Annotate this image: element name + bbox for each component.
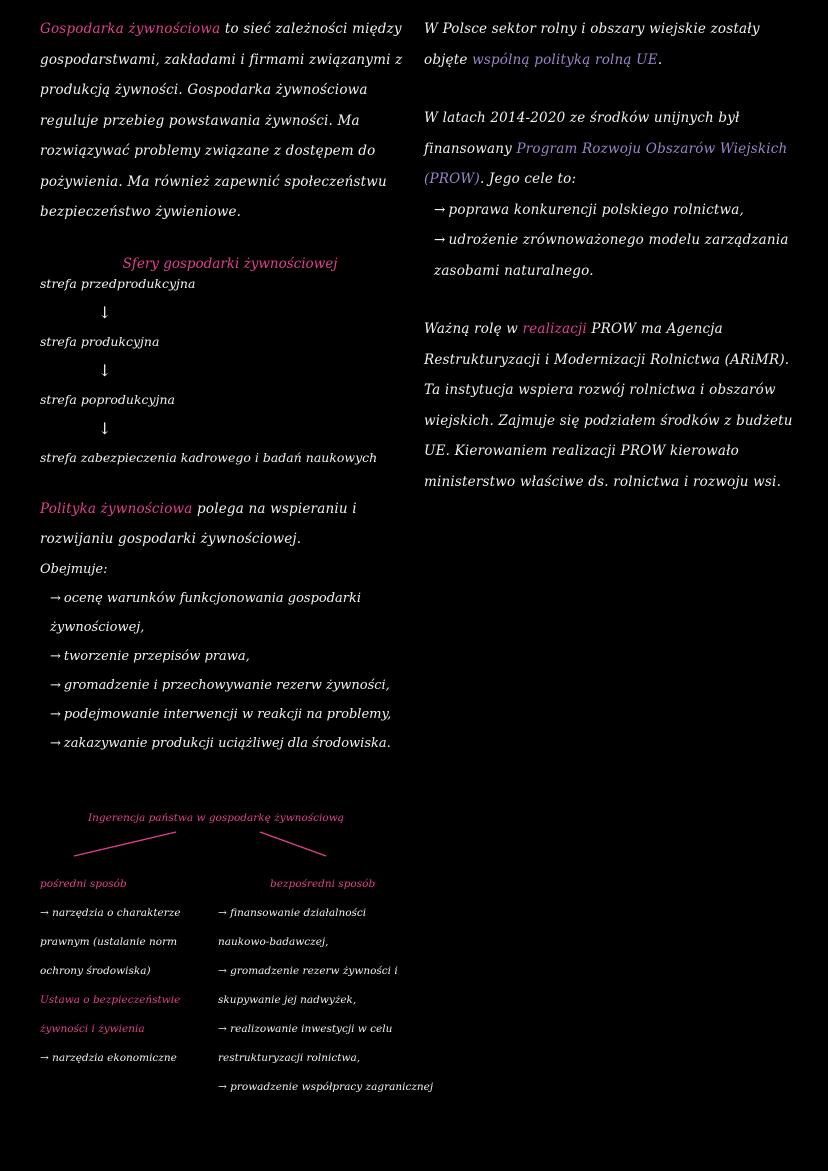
direct-line: restrukturyzacji rolnictwa, <box>218 1052 361 1064</box>
list-item: → gromadzenie i przechowywanie rezerw żywności, <box>50 677 390 693</box>
list-item: → udrożenie zrównoważonego modelu zarządzania zasobami naturalnego. <box>434 232 789 279</box>
down-arrow-icon: ↓ <box>98 302 112 322</box>
list-item: → poprawa konkurencji polskiego rolnictwa, <box>434 201 745 218</box>
arrow-right-icon: → <box>50 677 61 693</box>
list-item: → podejmowanie interwencji w reakcji na problemy, <box>50 706 392 722</box>
direct-method <box>218 870 458 1102</box>
list-item: → zakazywanie produkcji uciążliwej dla środowiska. <box>50 735 391 751</box>
cap-term: wspólną polityką rolną UE <box>472 51 658 68</box>
arrow-right-icon: → <box>50 590 61 606</box>
direct-line: naukowo-badawczej, <box>218 936 329 948</box>
list-item: → ocenę warunków funkcjonowania gospodarki żywnościowej, <box>50 590 362 635</box>
indirect-line: → narzędzia o charakterze <box>40 907 181 919</box>
intro-paragraph <box>40 14 420 228</box>
branch-line-right <box>260 832 326 856</box>
arimr-term: realizacji <box>522 321 587 337</box>
down-arrow-icon: ↓ <box>98 360 112 380</box>
direct-line: → prowadzenie współpracy zagranicznej <box>218 1081 434 1093</box>
indirect-line: ochrony środowiska) <box>40 965 151 977</box>
cap-paragraph: W Polsce sektor rolny i obszary wiejskie zostały objęte wspólną polityką rolną UE. <box>424 21 760 68</box>
arrow-right-icon: → <box>50 648 61 664</box>
sphere-item: strefa poprodukcyjna <box>40 391 175 407</box>
policy-includes-label: Obejmuje: <box>40 561 108 577</box>
arimr-paragraph: Ważną rolę w realizacji PROW ma Agencja Restrukturyzacji i Modernizacji Rolnictwa (ARiMR). Ta instytucja wspiera rozwój rolnictwa i obszarów wiejskich. Zajmuje się podziałem środków z budżetu UE. Kierowaniem realizacji PROW kierowało ministerstwo właściwe ds. rolnictwa i rozwoju wsi. <box>424 321 793 490</box>
sphere-item: strefa zabezpieczenia kadrowego i badań naukowych <box>40 449 378 465</box>
indirect-line: Ustawa o bezpieczeństwie <box>40 994 181 1006</box>
right-column <box>424 14 804 497</box>
indirect-line: żywności i żywienia <box>40 1023 145 1035</box>
direct-line: → realizowanie inwestycji w celu <box>218 1023 393 1035</box>
direct-title: bezpośredni sposób <box>270 878 376 890</box>
policy-list <box>40 584 420 758</box>
intro-text: to sieć zależności między gospodarstwami, zakładami i firmami związanymi z produkcją żywności. Gospodarka żywnościowa reguluje przebieg powstawania żywności. Ma rozwiązywać problemy związane z dostępem do pożywienia. Ma również zapewnić społeczeństwu bezpieczeństwo żywieniowe. <box>40 21 403 220</box>
prow-paragraph: W latach 2014-2020 ze środków unijnych był finansowany Program Rozwoju Obszarów Wiejskich (PROW). Jego cele to: <box>424 110 788 187</box>
indirect-title: pośredni sposób <box>40 878 127 890</box>
policy-paragraph <box>40 494 420 555</box>
spheres-heading: Sfery gospodarki żywnościowej <box>122 255 338 272</box>
indirect-line: prawnym (ustalanie norm <box>40 936 178 948</box>
arrow-right-icon: → <box>434 201 446 218</box>
left-column <box>40 14 420 758</box>
intro-term: Gospodarka żywnościowa <box>40 21 221 37</box>
indirect-line: → narzędzia ekonomiczne <box>40 1052 177 1064</box>
direct-line: → finansowanie działalności <box>218 907 367 919</box>
arrow-right-icon: → <box>434 232 446 248</box>
branch-lines <box>60 820 350 864</box>
list-item: → tworzenie przepisów prawa, <box>50 648 250 664</box>
policy-text: polega na wspieraniu i rozwijaniu gospodarki żywnościowej. <box>40 500 357 547</box>
branch-line-left <box>74 832 176 856</box>
prow-term: Program Rozwoju Obszarów Wiejskich (PROW) <box>424 140 788 187</box>
intervention-title: Ingerencja państwa w gospodarkę żywnościową <box>88 812 344 824</box>
arrow-right-icon: → <box>50 735 61 751</box>
direct-line: skupywanie jej nadwyżek, <box>218 994 357 1006</box>
policy-term: Polityka żywnościowa <box>40 500 193 517</box>
sphere-item: strefa produkcyjna <box>40 333 160 349</box>
arrow-right-icon: → <box>50 706 61 722</box>
sphere-item: strefa przedprodukcyjna <box>40 275 196 291</box>
direct-line: → gromadzenie rezerw żywności i <box>218 965 398 977</box>
spheres-flow <box>40 274 420 468</box>
down-arrow-icon: ↓ <box>98 418 112 438</box>
prow-goals-list <box>424 195 804 287</box>
indirect-method <box>40 870 220 1073</box>
